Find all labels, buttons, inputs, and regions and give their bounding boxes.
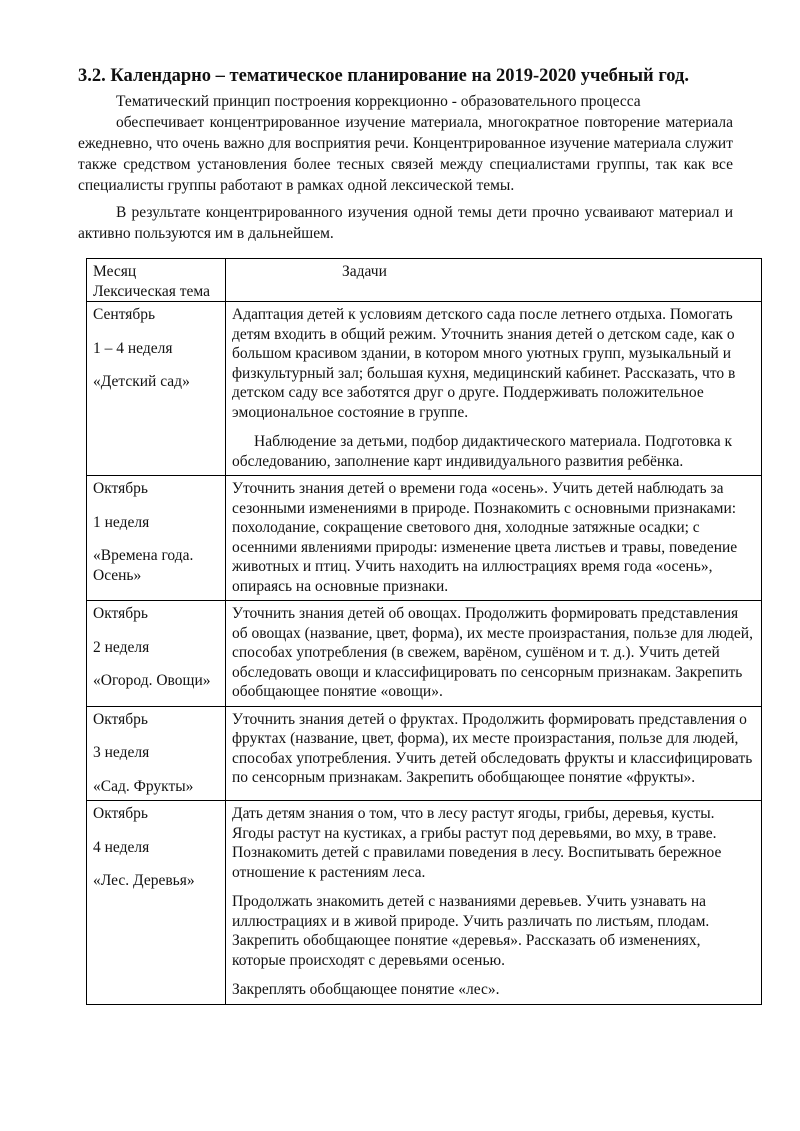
row-theme: «Сад. Фрукты» — [93, 777, 194, 795]
table-row — [87, 302, 762, 476]
intro-text — [78, 91, 733, 244]
row-task-text: Закреплять обобщающее понятие «лес». — [232, 981, 500, 998]
row-period-cell — [87, 601, 226, 707]
row-period-cell — [87, 476, 226, 601]
row-task-text: Уточнить знания детей о времени года «осень». Учить детей наблюдать за сезонными изменениями в природе. Познакомить с основными признаками: похолодание, сокращение светового дня, холодные затяжные осадки; с осенними явлениями природы: изменение цвета листьев и травы, поведение животных и птиц. Учить находить на иллюстрациях время года «осень», опираясь на основные признаки. — [232, 480, 738, 595]
row-tasks-cell — [226, 801, 762, 1005]
row-tasks-cell — [226, 476, 762, 601]
header-month-label: Месяц — [93, 263, 137, 280]
row-month: Октябрь — [93, 480, 148, 497]
row-task-text: Дать детям знания о том, что в лесу растут ягоды, грибы, деревья, кусты. Ягоды растут на кустиках, а грибы растут под деревьями, во мху, в траве. Познакомить детей с правилами поведения в лесу. Воспитывать бережное отношение к растениям леса. — [232, 805, 722, 881]
row-task-text: Наблюдение за детьми, подбор дидактического материала. Подготовка к обследованию, заполнение карт индивидуального развития ребёнка. — [232, 433, 733, 470]
row-theme: «Лес. Деревья» — [93, 872, 195, 889]
table-header-row — [87, 259, 762, 302]
row-period-cell — [87, 706, 226, 801]
row-week: 4 неделя — [93, 838, 150, 856]
row-tasks-cell — [226, 706, 762, 801]
row-period-cell — [87, 302, 226, 476]
header-tasks: Задачи — [226, 259, 762, 302]
row-theme: «Детский сад» — [93, 373, 190, 390]
table-row — [87, 801, 762, 1005]
row-task-text: Уточнить знания детей о фруктах. Продолжить формировать представления о фруктах (название, цвет, форма), их месте произрастания, пользе для людей, способах употребления. Учить детей обследовать фрукты и классифицировать по сенсорным признакам. Закрепить обобщающее понятие «фрукты». — [232, 710, 753, 786]
intro-paragraph-1-line-1: Тематический принцип построения коррекционно - образовательного процесса — [116, 93, 641, 110]
table-row — [87, 476, 762, 601]
row-theme: «Огород. Овощи» — [93, 672, 211, 689]
row-month: Октябрь — [93, 710, 148, 728]
row-week: 2 неделя — [93, 638, 150, 656]
row-task-text: Уточнить знания детей об овощах. Продолжить формировать представления об овощах (название, цвет, форма), их месте произрастания, пользе для людей, способах употребления (в свежем, варёном, сушёном и т. д.). Учить детей обследовать овощи и классифицировать по сенсорным признакам. Закрепить обобщающее понятие «овощи». — [232, 605, 753, 700]
row-theme: «Времена года. Осень» — [93, 547, 194, 584]
header-theme-label: Лексическая тема — [93, 282, 210, 300]
row-tasks-cell — [226, 601, 762, 707]
row-week: 1 неделя — [93, 513, 150, 531]
planning-table — [86, 258, 762, 1005]
row-task-text: Адаптация детей к условиям детского сада после летнего отдыха. Помогать детям входить в общий режим. Уточнить знания детей о детском саде, как о большом красивом здании, в котором много уютных групп, музыкальный и физкультурный зал; большая кухня, медицинский кабинет. Рассказать, что в детском саду все заботятся друг о друге. Поддерживать положительное эмоциональное состояние в группе. — [232, 306, 736, 421]
intro-paragraph-1: обеспечивает концентрированное изучение материала, многократное повторение материала ежедневно, что очень важно для восприятия речи. Концентрированное изучение материала служит также средством установления более тесных связей между специалистами группы, так как все специалисты группы работают в рамках одной лексической темы. — [78, 114, 733, 194]
row-month: Сентябрь — [93, 306, 156, 323]
row-month: Октябрь — [93, 805, 148, 822]
row-week: 3 неделя — [93, 744, 150, 761]
row-task-text: Продолжать знакомить детей с названиями деревьев. Учить узнавать на иллюстрациях и в живой природе. Учить различать по листьям, плодам. Закрепить обобщающее понятие «деревья». Рассказать об изменениях, которые происходят с деревьями осенью. — [232, 893, 710, 969]
table-row — [87, 601, 762, 707]
row-week: 1 – 4 неделя — [93, 339, 173, 357]
table-row — [87, 706, 762, 801]
row-period-cell — [87, 801, 226, 1005]
row-month: Октябрь — [93, 605, 148, 622]
page-title: 3.2. Календарно – тематическое планирование на 2019-2020 учебный год. — [78, 66, 689, 86]
header-month-theme — [87, 259, 226, 302]
intro-paragraph-2: В результате концентрированного изучения одной темы дети прочно усваивают материал и активно пользуются им в дальнейшем. — [78, 204, 733, 242]
row-tasks-cell — [226, 302, 762, 476]
